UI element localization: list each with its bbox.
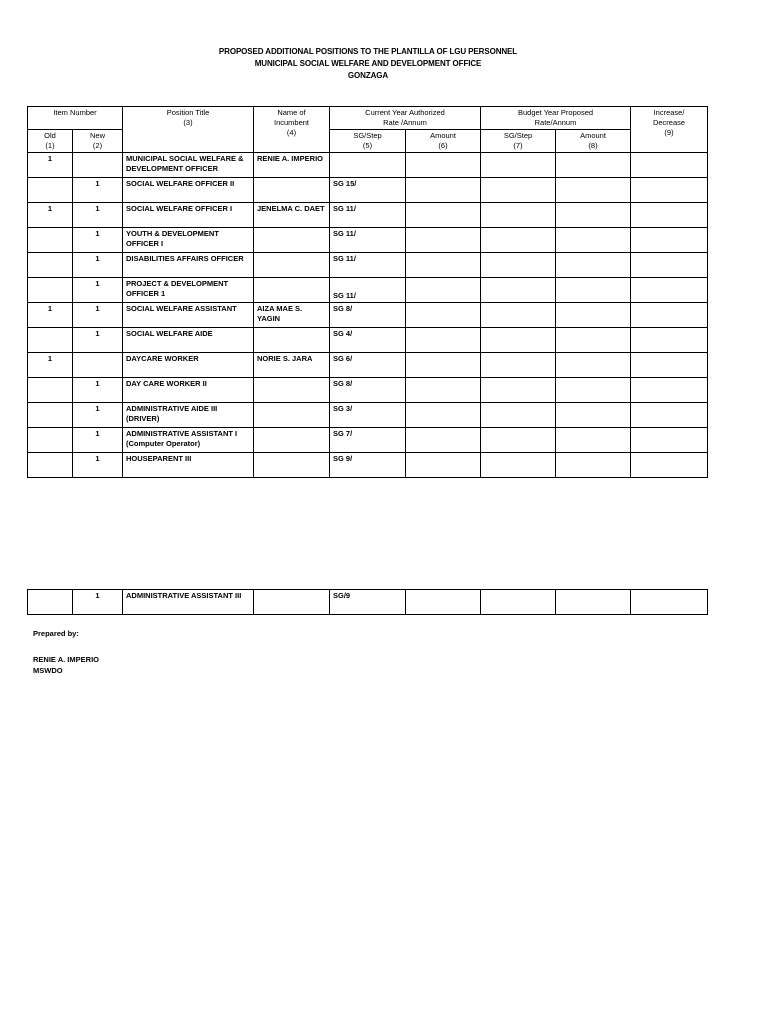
- cell-position: DISABILITIES AFFAIRS OFFICER: [123, 253, 254, 278]
- cell-by-amount: [556, 453, 631, 478]
- cell-increase: [631, 590, 708, 615]
- cell-old: 1: [28, 353, 73, 378]
- cell-incumbent: [254, 328, 330, 353]
- cell-increase: [631, 153, 708, 178]
- cell-old: [28, 328, 73, 353]
- cell-incumbent: JENELMA C. DAET: [254, 203, 330, 228]
- cell-incumbent: [254, 378, 330, 403]
- cell-new: 1: [73, 228, 123, 253]
- cell-by-amount: [556, 253, 631, 278]
- header-by-amount: Amount (8): [556, 130, 631, 153]
- cell-cy-amount: [406, 303, 481, 328]
- cell-by-sgstep: [481, 278, 556, 303]
- cell-cy-sgstep: SG 3/: [330, 403, 406, 428]
- cell-increase: [631, 403, 708, 428]
- cell-incumbent: RENIE A. IMPERIO: [254, 153, 330, 178]
- cell-increase: [631, 178, 708, 203]
- table-row: [28, 378, 708, 403]
- cell-new: [73, 353, 123, 378]
- cell-cy-amount: [406, 203, 481, 228]
- cell-cy-amount: [406, 228, 481, 253]
- cell-cy-amount: [406, 253, 481, 278]
- cell-increase: [631, 203, 708, 228]
- table-row: [28, 203, 708, 228]
- cell-increase: [631, 253, 708, 278]
- cell-by-amount: [556, 228, 631, 253]
- cell-increase: [631, 278, 708, 303]
- cell-cy-sgstep: SG/9: [330, 590, 406, 615]
- cell-increase: [631, 353, 708, 378]
- table-row: [28, 428, 708, 453]
- cell-position: DAYCARE WORKER: [123, 353, 254, 378]
- cell-position: ADMINISTRATIVE AIDE III (DRIVER): [123, 403, 254, 428]
- table-row: [28, 303, 708, 328]
- cell-cy-amount: [406, 590, 481, 615]
- cell-old: [28, 228, 73, 253]
- additional-position-table: [27, 589, 708, 615]
- cell-incumbent: [254, 428, 330, 453]
- cell-old: 1: [28, 203, 73, 228]
- cell-old: [28, 178, 73, 203]
- cell-new: 1: [73, 253, 123, 278]
- prepared-by-label: Prepared by:: [33, 629, 79, 638]
- cell-by-amount: [556, 303, 631, 328]
- cell-cy-sgstep: SG 8/: [330, 378, 406, 403]
- table-row: [28, 328, 708, 353]
- cell-incumbent: [254, 403, 330, 428]
- table-row: [28, 590, 708, 615]
- table-row: [28, 403, 708, 428]
- cell-cy-sgstep: SG 6/: [330, 353, 406, 378]
- table-row: [28, 153, 708, 178]
- cell-by-sgstep: [481, 228, 556, 253]
- cell-cy-sgstep: SG 4/: [330, 328, 406, 353]
- cell-by-sgstep: [481, 453, 556, 478]
- cell-new: 1: [73, 590, 123, 615]
- cell-by-amount: [556, 353, 631, 378]
- cell-cy-sgstep: SG 8/: [330, 303, 406, 328]
- preparer-name: RENIE A. IMPERIO: [33, 655, 99, 664]
- cell-increase: [631, 228, 708, 253]
- cell-incumbent: NORIE S. JARA: [254, 353, 330, 378]
- cell-by-sgstep: [481, 590, 556, 615]
- cell-by-sgstep: [481, 203, 556, 228]
- cell-new: 1: [73, 278, 123, 303]
- header-increase-decrease: Increase/ Decrease (9): [631, 107, 708, 153]
- cell-incumbent: [254, 590, 330, 615]
- cell-by-sgstep: [481, 328, 556, 353]
- title-line-2: MUNICIPAL SOCIAL WELFARE AND DEVELOPMENT OFFICE: [254, 59, 482, 68]
- cell-incumbent: [254, 178, 330, 203]
- plantilla-table: [27, 106, 708, 478]
- cell-increase: [631, 303, 708, 328]
- cell-new: 1: [73, 378, 123, 403]
- cell-increase: [631, 328, 708, 353]
- cell-by-sgstep: [481, 178, 556, 203]
- cell-by-amount: [556, 428, 631, 453]
- cell-by-amount: [556, 178, 631, 203]
- cell-by-sgstep: [481, 353, 556, 378]
- cell-old: [28, 253, 73, 278]
- cell-new: 1: [73, 178, 123, 203]
- cell-position: DAY CARE WORKER II: [123, 378, 254, 403]
- title-line-1: PROPOSED ADDITIONAL POSITIONS TO THE PLANTILLA OF LGU PERSONNEL: [218, 47, 518, 56]
- header-cy-amount: Amount (6): [406, 130, 481, 153]
- cell-position: ADMINISTRATIVE ASSISTANT III: [123, 590, 254, 615]
- cell-position: MUNICIPAL SOCIAL WELFARE & DEVELOPMENT OFFICER: [123, 153, 254, 178]
- header-cy-sgstep: SG/Step (5): [330, 130, 406, 153]
- cell-by-sgstep: [481, 403, 556, 428]
- cell-cy-amount: [406, 428, 481, 453]
- cell-cy-sgstep: SG 9/: [330, 453, 406, 478]
- header-item-number: Item Number: [28, 107, 123, 130]
- cell-old: [28, 428, 73, 453]
- cell-by-amount: [556, 328, 631, 353]
- cell-old: [28, 378, 73, 403]
- table-row: [28, 228, 708, 253]
- cell-by-amount: [556, 403, 631, 428]
- cell-cy-sgstep: SG 11/: [330, 228, 406, 253]
- cell-by-sgstep: [481, 378, 556, 403]
- cell-cy-sgstep: SG 7/: [330, 428, 406, 453]
- cell-by-amount: [556, 378, 631, 403]
- preparer-position: MSWDO: [33, 666, 63, 675]
- cell-position: SOCIAL WELFARE AIDE: [123, 328, 254, 353]
- cell-cy-amount: [406, 403, 481, 428]
- table-row: [28, 278, 708, 303]
- cell-cy-amount: [406, 278, 481, 303]
- cell-position: ADMINISTRATIVE ASSISTANT I (Computer Operator): [123, 428, 254, 453]
- cell-old: [28, 453, 73, 478]
- cell-by-amount: [556, 590, 631, 615]
- cell-new: 1: [73, 403, 123, 428]
- cell-new: 1: [73, 303, 123, 328]
- cell-position: PROJECT & DEVELOPMENT OFFICER 1: [123, 278, 254, 303]
- table-row: [28, 178, 708, 203]
- cell-by-sgstep: [481, 303, 556, 328]
- cell-old: [28, 278, 73, 303]
- cell-old: [28, 590, 73, 615]
- cell-position: SOCIAL WELFARE OFFICER II: [123, 178, 254, 203]
- cell-incumbent: AIZA MAE S. YAGIN: [254, 303, 330, 328]
- header-budget-year: Budget Year Proposed Rate/Annum: [481, 107, 631, 130]
- cell-new: 1: [73, 453, 123, 478]
- cell-position: YOUTH & DEVELOPMENT OFFICER I: [123, 228, 254, 253]
- cell-cy-sgstep: SG 15/: [330, 178, 406, 203]
- header-new: New (2): [73, 130, 123, 153]
- cell-by-sgstep: [481, 428, 556, 453]
- cell-incumbent: [254, 278, 330, 303]
- cell-cy-sgstep: SG 11/: [330, 278, 406, 303]
- cell-cy-amount: [406, 378, 481, 403]
- header-incumbent: Name of Incumbent (4): [254, 107, 330, 153]
- cell-cy-amount: [406, 328, 481, 353]
- cell-cy-sgstep: [330, 153, 406, 178]
- header-position-title: Position Title (3): [123, 107, 254, 153]
- document-title: [0, 46, 736, 82]
- cell-old: 1: [28, 303, 73, 328]
- header-by-sgstep: SG/Step (7): [481, 130, 556, 153]
- cell-incumbent: [254, 453, 330, 478]
- title-line-3: GONZAGA: [347, 71, 389, 80]
- cell-incumbent: [254, 228, 330, 253]
- header-row-1: [28, 107, 708, 130]
- cell-by-sgstep: [481, 253, 556, 278]
- header-current-year: Current Year Authorized Rate /Annum: [330, 107, 481, 130]
- cell-cy-amount: [406, 353, 481, 378]
- cell-new: [73, 153, 123, 178]
- cell-new: 1: [73, 428, 123, 453]
- cell-new: 1: [73, 328, 123, 353]
- cell-position: HOUSEPARENT III: [123, 453, 254, 478]
- cell-by-amount: [556, 203, 631, 228]
- cell-incumbent: [254, 253, 330, 278]
- header-old: Old (1): [28, 130, 73, 153]
- cell-increase: [631, 428, 708, 453]
- cell-by-sgstep: [481, 153, 556, 178]
- cell-by-amount: [556, 153, 631, 178]
- table-row: [28, 453, 708, 478]
- table-row: [28, 353, 708, 378]
- cell-cy-amount: [406, 178, 481, 203]
- cell-position: SOCIAL WELFARE ASSISTANT: [123, 303, 254, 328]
- cell-old: [28, 403, 73, 428]
- cell-cy-sgstep: SG 11/: [330, 203, 406, 228]
- cell-by-amount: [556, 278, 631, 303]
- cell-cy-sgstep: SG 11/: [330, 253, 406, 278]
- cell-increase: [631, 453, 708, 478]
- cell-increase: [631, 378, 708, 403]
- cell-old: 1: [28, 153, 73, 178]
- cell-new: 1: [73, 203, 123, 228]
- cell-position: SOCIAL WELFARE OFFICER I: [123, 203, 254, 228]
- table-row: [28, 253, 708, 278]
- cell-cy-amount: [406, 453, 481, 478]
- cell-cy-amount: [406, 153, 481, 178]
